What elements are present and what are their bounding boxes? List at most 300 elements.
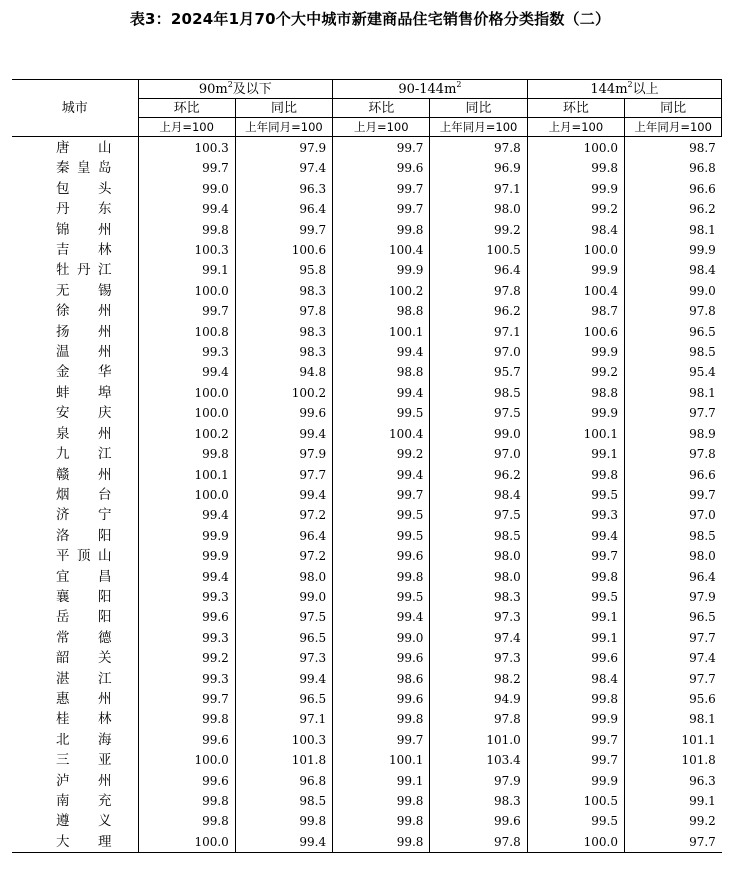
index-value-cell: 99.7 <box>138 158 235 178</box>
index-value-cell: 99.9 <box>527 342 624 362</box>
city-name-cell: 吉林 <box>56 242 112 259</box>
mom-base-header: 上月=100 <box>333 118 430 137</box>
index-value-cell: 100.3 <box>138 240 235 260</box>
index-value-cell: 99.2 <box>138 648 235 668</box>
index-value-cell: 100.1 <box>333 322 430 342</box>
index-value-cell: 96.4 <box>235 526 332 546</box>
index-value-cell: 95.8 <box>235 260 332 280</box>
table-row <box>12 444 722 464</box>
city-name-cell: 泉州 <box>56 425 112 442</box>
index-value-cell: 100.1 <box>527 424 624 444</box>
index-value-cell: 98.6 <box>333 669 430 689</box>
table-row <box>12 567 722 587</box>
table-row <box>12 832 722 853</box>
city-name-cell: 湛江 <box>56 670 112 687</box>
index-value-cell: 100.8 <box>138 322 235 342</box>
index-value-cell: 98.3 <box>235 281 332 301</box>
index-value-cell: 96.3 <box>235 179 332 199</box>
index-value-cell: 99.4 <box>138 505 235 525</box>
index-value-cell: 96.4 <box>625 567 722 587</box>
index-value-cell: 103.4 <box>430 750 527 770</box>
city-name-cell: 无锡 <box>56 282 112 299</box>
index-value-cell: 97.8 <box>625 301 722 321</box>
table-row <box>12 526 722 546</box>
index-value-cell: 97.7 <box>625 832 722 853</box>
index-value-cell: 98.0 <box>430 199 527 219</box>
table-row <box>12 587 722 607</box>
index-value-cell: 100.5 <box>430 240 527 260</box>
city-name-cell: 平顶山 <box>56 548 112 565</box>
index-value-cell: 99.6 <box>333 546 430 566</box>
city-name-cell: 烟台 <box>56 486 112 503</box>
table-row <box>12 342 722 362</box>
index-value-cell: 97.2 <box>235 546 332 566</box>
index-value-cell: 96.5 <box>625 322 722 342</box>
city-name-cell: 襄阳 <box>56 588 112 605</box>
index-value-cell: 99.7 <box>138 689 235 709</box>
index-value-cell: 99.7 <box>625 485 722 505</box>
index-value-cell: 98.1 <box>625 383 722 403</box>
index-value-cell: 97.3 <box>430 648 527 668</box>
city-name-cell: 遵义 <box>56 813 112 830</box>
table-row <box>12 260 722 280</box>
index-value-cell: 97.8 <box>430 709 527 729</box>
index-value-cell: 101.8 <box>625 750 722 770</box>
index-value-cell: 99.0 <box>235 587 332 607</box>
table-row <box>12 648 722 668</box>
city-name-cell: 温州 <box>56 344 112 361</box>
index-value-cell: 99.6 <box>138 607 235 627</box>
index-value-cell: 100.5 <box>527 791 624 811</box>
index-value-cell: 96.2 <box>430 301 527 321</box>
index-value-cell: 99.8 <box>138 220 235 240</box>
index-value-cell: 99.3 <box>527 505 624 525</box>
index-value-cell: 96.5 <box>235 628 332 648</box>
table-row <box>12 689 722 709</box>
index-value-cell: 99.4 <box>333 342 430 362</box>
index-value-cell: 96.6 <box>625 179 722 199</box>
index-value-cell: 97.1 <box>430 179 527 199</box>
table-row <box>12 240 722 260</box>
city-name-cell: 丹东 <box>56 201 112 218</box>
index-value-cell: 97.9 <box>235 444 332 464</box>
index-value-cell: 98.7 <box>625 137 722 159</box>
index-value-cell: 99.8 <box>527 158 624 178</box>
group-header-medium: $90-144m^2$ <box>333 80 528 99</box>
index-value-cell: 98.4 <box>527 220 624 240</box>
table-row <box>12 709 722 729</box>
city-name-cell: 赣州 <box>56 466 112 483</box>
index-value-cell: 99.4 <box>235 669 332 689</box>
table-row <box>12 158 722 178</box>
index-value-cell: 97.7 <box>235 465 332 485</box>
index-value-cell: 98.4 <box>625 260 722 280</box>
index-value-cell: 99.1 <box>527 628 624 648</box>
index-value-cell: 96.8 <box>625 158 722 178</box>
index-value-cell: 99.8 <box>333 832 430 853</box>
index-value-cell: 97.5 <box>430 505 527 525</box>
index-value-cell: 98.5 <box>430 383 527 403</box>
index-value-cell: 99.8 <box>333 791 430 811</box>
index-value-cell: 98.1 <box>625 220 722 240</box>
city-name-cell: 桂林 <box>56 711 112 728</box>
index-value-cell: 97.5 <box>430 403 527 423</box>
index-value-cell: 99.2 <box>430 220 527 240</box>
index-value-cell: 100.0 <box>138 281 235 301</box>
index-value-cell: 98.5 <box>430 526 527 546</box>
yoy-base-header: 上年同月=100 <box>430 118 527 137</box>
index-value-cell: 99.6 <box>138 730 235 750</box>
table-row <box>12 546 722 566</box>
index-value-cell: 98.1 <box>625 709 722 729</box>
index-value-cell: 99.9 <box>138 546 235 566</box>
index-value-cell: 100.2 <box>138 424 235 444</box>
index-value-cell: 97.9 <box>235 137 332 159</box>
index-value-cell: 99.8 <box>138 791 235 811</box>
index-value-cell: 100.4 <box>333 240 430 260</box>
index-value-cell: 96.2 <box>625 199 722 219</box>
index-value-cell: 99.7 <box>527 730 624 750</box>
index-value-cell: 99.7 <box>138 301 235 321</box>
index-value-cell: 99.2 <box>527 199 624 219</box>
index-value-cell: 97.5 <box>235 607 332 627</box>
index-value-cell: 99.8 <box>527 689 624 709</box>
index-value-cell: 96.9 <box>430 158 527 178</box>
index-value-cell: 100.1 <box>333 750 430 770</box>
index-value-cell: 99.3 <box>138 587 235 607</box>
index-value-cell: 97.7 <box>625 628 722 648</box>
index-value-cell: 97.8 <box>235 301 332 321</box>
table-row <box>12 485 722 505</box>
index-value-cell: 99.0 <box>138 179 235 199</box>
city-column-header: 城市 <box>12 80 138 137</box>
index-value-cell: 99.5 <box>527 587 624 607</box>
index-value-cell: 96.2 <box>430 465 527 485</box>
city-name-cell: 三亚 <box>56 752 112 769</box>
city-name-cell: 安庆 <box>56 405 112 422</box>
index-value-cell: 97.0 <box>430 342 527 362</box>
index-value-cell: 99.2 <box>527 362 624 382</box>
mom-header: 环比 <box>333 99 430 118</box>
index-value-cell: 99.9 <box>333 260 430 280</box>
index-value-cell: 100.0 <box>138 383 235 403</box>
index-value-cell: 101.1 <box>625 730 722 750</box>
index-value-cell: 99.7 <box>333 199 430 219</box>
index-value-cell: 99.9 <box>527 179 624 199</box>
group-header-large: $144m^2$以上 <box>527 80 722 99</box>
index-value-cell: 98.5 <box>235 791 332 811</box>
index-value-cell: 99.4 <box>138 199 235 219</box>
index-value-cell: 99.1 <box>333 771 430 791</box>
index-value-cell: 99.3 <box>138 342 235 362</box>
table-header <box>12 80 722 137</box>
index-value-cell: 94.8 <box>235 362 332 382</box>
index-value-cell: 99.6 <box>333 158 430 178</box>
index-value-cell: 97.2 <box>235 505 332 525</box>
index-value-cell: 99.1 <box>527 444 624 464</box>
index-value-cell: 97.4 <box>235 158 332 178</box>
table-body <box>12 137 722 853</box>
table-row <box>12 811 722 831</box>
index-value-cell: 99.8 <box>138 444 235 464</box>
index-value-cell: 99.4 <box>138 362 235 382</box>
index-value-cell: 100.0 <box>527 137 624 159</box>
city-name-cell: 锦州 <box>56 221 112 238</box>
index-value-cell: 95.4 <box>625 362 722 382</box>
index-value-cell: 99.7 <box>527 750 624 770</box>
table-row <box>12 669 722 689</box>
table-row <box>12 362 722 382</box>
index-value-cell: 99.5 <box>527 811 624 831</box>
index-value-cell: 99.3 <box>138 669 235 689</box>
index-value-cell: 99.7 <box>333 179 430 199</box>
index-value-cell: 99.4 <box>333 607 430 627</box>
index-value-cell: 98.0 <box>235 567 332 587</box>
city-name-cell: 牡丹江 <box>56 262 112 279</box>
index-value-cell: 101.0 <box>430 730 527 750</box>
index-value-cell: 100.0 <box>527 240 624 260</box>
mom-header: 环比 <box>527 99 624 118</box>
index-value-cell: 98.3 <box>235 322 332 342</box>
index-value-cell: 97.4 <box>625 648 722 668</box>
index-value-cell: 99.4 <box>235 424 332 444</box>
city-name-cell: 济宁 <box>56 507 112 524</box>
table-row <box>12 628 722 648</box>
index-value-cell: 97.9 <box>430 771 527 791</box>
mom-header: 环比 <box>138 99 235 118</box>
index-value-cell: 97.1 <box>430 322 527 342</box>
city-name-cell: 九江 <box>56 446 112 463</box>
index-value-cell: 101.8 <box>235 750 332 770</box>
index-value-cell: 99.5 <box>333 587 430 607</box>
yoy-header: 同比 <box>430 99 527 118</box>
table-row <box>12 505 722 525</box>
index-value-cell: 99.8 <box>138 709 235 729</box>
index-value-cell: 100.0 <box>138 403 235 423</box>
index-value-cell: 96.4 <box>235 199 332 219</box>
mom-base-header: 上月=100 <box>527 118 624 137</box>
index-value-cell: 100.4 <box>333 424 430 444</box>
table-row <box>12 220 722 240</box>
index-value-cell: 100.0 <box>527 832 624 853</box>
index-value-cell: 98.8 <box>333 362 430 382</box>
index-value-cell: 100.6 <box>235 240 332 260</box>
index-value-cell: 99.1 <box>625 791 722 811</box>
index-value-cell: 95.6 <box>625 689 722 709</box>
index-value-cell: 98.4 <box>430 485 527 505</box>
index-value-cell: 97.8 <box>430 832 527 853</box>
index-value-cell: 96.5 <box>625 607 722 627</box>
index-value-cell: 97.1 <box>235 709 332 729</box>
city-name-cell: 惠州 <box>56 690 112 707</box>
index-value-cell: 99.4 <box>235 832 332 853</box>
index-value-cell: 99.7 <box>235 220 332 240</box>
index-value-cell: 98.7 <box>527 301 624 321</box>
city-name-cell: 唐山 <box>56 140 112 156</box>
index-value-cell: 96.3 <box>625 771 722 791</box>
index-value-cell: 100.0 <box>138 832 235 853</box>
index-value-cell: 99.8 <box>333 567 430 587</box>
city-name-cell: 包头 <box>56 180 112 197</box>
index-value-cell: 98.9 <box>625 424 722 444</box>
index-value-cell: 99.8 <box>527 567 624 587</box>
table-row <box>12 383 722 403</box>
table-row <box>12 179 722 199</box>
index-value-cell: 97.8 <box>625 444 722 464</box>
city-name-cell: 宜昌 <box>56 568 112 585</box>
yoy-header: 同比 <box>235 99 332 118</box>
index-value-cell: 99.6 <box>430 811 527 831</box>
index-value-cell: 100.3 <box>138 137 235 159</box>
page-title: 表3：2024年1月70个大中城市新建商品住宅销售价格分类指数（二） <box>129 10 611 28</box>
index-value-cell: 99.8 <box>333 811 430 831</box>
city-name-cell: 岳阳 <box>56 609 112 626</box>
price-index-table <box>12 79 722 853</box>
city-name-cell: 扬州 <box>56 323 112 340</box>
index-value-cell: 99.2 <box>333 444 430 464</box>
index-value-cell: 99.7 <box>333 730 430 750</box>
index-value-cell: 94.9 <box>430 689 527 709</box>
index-value-cell: 100.2 <box>333 281 430 301</box>
table-row <box>12 607 722 627</box>
index-value-cell: 97.3 <box>430 607 527 627</box>
table-row <box>12 771 722 791</box>
index-value-cell: 98.2 <box>430 669 527 689</box>
index-value-cell: 99.0 <box>333 628 430 648</box>
table-row <box>12 791 722 811</box>
index-value-cell: 97.0 <box>625 505 722 525</box>
index-value-cell: 99.9 <box>527 403 624 423</box>
index-value-cell: 97.7 <box>625 669 722 689</box>
index-value-cell: 97.4 <box>430 628 527 648</box>
index-value-cell: 99.1 <box>138 260 235 280</box>
index-value-cell: 99.9 <box>527 709 624 729</box>
index-value-cell: 99.9 <box>138 526 235 546</box>
index-value-cell: 99.0 <box>625 281 722 301</box>
city-name-cell: 洛阳 <box>56 527 112 544</box>
index-value-cell: 100.2 <box>235 383 332 403</box>
index-value-cell: 99.1 <box>527 607 624 627</box>
table-row <box>12 199 722 219</box>
index-value-cell: 99.8 <box>333 220 430 240</box>
yoy-base-header: 上年同月=100 <box>625 118 722 137</box>
city-name-cell: 常德 <box>56 629 112 646</box>
index-value-cell: 100.1 <box>138 465 235 485</box>
table-row <box>12 137 722 159</box>
table-row <box>12 750 722 770</box>
index-value-cell: 99.4 <box>235 485 332 505</box>
index-value-cell: 97.8 <box>430 281 527 301</box>
index-value-cell: 99.9 <box>527 260 624 280</box>
index-value-cell: 99.8 <box>333 709 430 729</box>
yoy-base-header: 上年同月=100 <box>235 118 332 137</box>
index-value-cell: 99.0 <box>430 424 527 444</box>
index-value-cell: 98.3 <box>430 791 527 811</box>
index-value-cell: 98.8 <box>333 301 430 321</box>
city-name-cell: 北海 <box>56 731 112 748</box>
index-value-cell: 100.3 <box>235 730 332 750</box>
city-name-cell: 金华 <box>56 364 112 381</box>
index-value-cell: 99.8 <box>235 811 332 831</box>
index-value-cell: 98.4 <box>527 669 624 689</box>
index-value-cell: 99.3 <box>138 628 235 648</box>
index-value-cell: 99.6 <box>527 648 624 668</box>
index-value-cell: 96.5 <box>235 689 332 709</box>
index-value-cell: 97.9 <box>625 587 722 607</box>
table-row <box>12 403 722 423</box>
index-value-cell: 98.0 <box>430 567 527 587</box>
index-value-cell: 99.7 <box>333 485 430 505</box>
city-name-cell: 南充 <box>56 793 112 809</box>
mom-base-header: 上月=100 <box>138 118 235 137</box>
index-value-cell: 100.0 <box>138 485 235 505</box>
index-value-cell: 99.8 <box>527 465 624 485</box>
index-value-cell: 96.8 <box>235 771 332 791</box>
index-value-cell: 99.6 <box>235 403 332 423</box>
index-value-cell: 97.3 <box>235 648 332 668</box>
index-value-cell: 99.5 <box>527 485 624 505</box>
city-name-cell: 蚌埠 <box>56 384 112 401</box>
index-value-cell: 99.5 <box>333 403 430 423</box>
index-value-cell: 98.3 <box>430 587 527 607</box>
index-value-cell: 99.9 <box>527 771 624 791</box>
city-name-cell: 韶关 <box>56 650 112 667</box>
index-value-cell: 98.0 <box>430 546 527 566</box>
index-value-cell: 99.4 <box>333 465 430 485</box>
table-row <box>12 281 722 301</box>
city-name-cell: 泸州 <box>56 772 112 789</box>
index-value-cell: 96.6 <box>625 465 722 485</box>
index-value-cell: 99.5 <box>333 526 430 546</box>
index-value-cell: 99.6 <box>333 648 430 668</box>
city-name-cell: 大理 <box>12 832 138 853</box>
index-value-cell: 99.2 <box>625 811 722 831</box>
index-value-cell: 97.7 <box>625 403 722 423</box>
index-value-cell: 99.8 <box>138 811 235 831</box>
index-value-cell: 97.0 <box>430 444 527 464</box>
index-value-cell: 100.0 <box>138 750 235 770</box>
index-value-cell: 99.6 <box>138 771 235 791</box>
index-value-cell: 100.6 <box>527 322 624 342</box>
index-value-cell: 99.4 <box>527 526 624 546</box>
index-value-cell: 98.8 <box>527 383 624 403</box>
group-header-small: $90m^2$及以下 <box>138 80 333 99</box>
index-value-cell: 99.6 <box>333 689 430 709</box>
index-value-cell: 97.8 <box>430 137 527 159</box>
city-name-cell: 秦皇岛 <box>56 160 112 177</box>
yoy-header: 同比 <box>625 99 722 118</box>
table-row <box>12 301 722 321</box>
index-value-cell: 99.7 <box>333 137 430 159</box>
index-value-cell: 96.4 <box>430 260 527 280</box>
index-value-cell: 98.5 <box>625 342 722 362</box>
index-value-cell: 99.5 <box>333 505 430 525</box>
index-value-cell: 99.7 <box>527 546 624 566</box>
table-row <box>12 730 722 750</box>
index-value-cell: 100.4 <box>527 281 624 301</box>
index-value-cell: 98.5 <box>625 526 722 546</box>
table-row <box>12 322 722 342</box>
index-value-cell: 99.9 <box>625 240 722 260</box>
index-value-cell: 99.4 <box>333 383 430 403</box>
city-name-cell: 徐州 <box>56 303 112 320</box>
index-value-cell: 98.3 <box>235 342 332 362</box>
table-row <box>12 424 722 444</box>
index-value-cell: 98.0 <box>625 546 722 566</box>
table-row <box>12 465 722 485</box>
index-value-cell: 95.7 <box>430 362 527 382</box>
index-value-cell: 99.4 <box>138 567 235 587</box>
